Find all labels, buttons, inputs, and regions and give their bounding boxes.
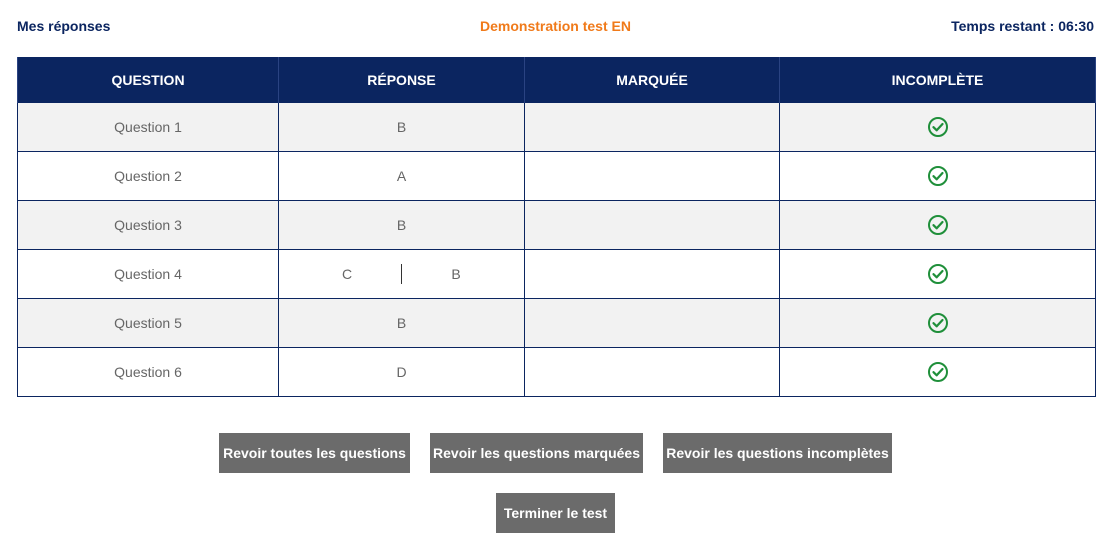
review-marked-button[interactable]: Revoir les questions marquées <box>430 433 643 473</box>
answer-value: B <box>396 315 407 331</box>
incomplete-cell <box>780 250 1096 299</box>
answer-cell[interactable] <box>279 299 525 348</box>
marked-cell <box>525 348 780 397</box>
table-row[interactable] <box>18 250 1096 299</box>
check-circle-icon <box>927 214 949 236</box>
answer-value: D <box>396 364 407 380</box>
marked-cell <box>525 299 780 348</box>
column-header-incomplete: INCOMPLÈTE <box>780 57 1096 103</box>
marked-cell <box>525 250 780 299</box>
answer-value: A <box>396 168 407 184</box>
question-cell[interactable]: Question 2 <box>18 152 279 201</box>
page-title: Mes réponses <box>17 18 111 34</box>
multi-answer <box>279 264 524 284</box>
incomplete-cell <box>780 201 1096 250</box>
review-all-button[interactable]: Revoir toutes les questions <box>219 433 410 473</box>
answer-cell[interactable] <box>279 103 525 152</box>
marked-cell <box>525 103 780 152</box>
answer-cell[interactable] <box>279 348 525 397</box>
review-incomplete-button[interactable]: Revoir les questions incomplètes <box>663 433 892 473</box>
table-row[interactable] <box>18 103 1096 152</box>
answer-value: C <box>341 266 353 282</box>
check-circle-icon <box>927 312 949 334</box>
answer-value: B <box>451 266 461 282</box>
table-row[interactable] <box>18 348 1096 397</box>
incomplete-cell <box>780 348 1096 397</box>
top-bar <box>17 18 1094 38</box>
marked-cell <box>525 201 780 250</box>
column-header-question: QUESTION <box>18 57 279 103</box>
question-cell[interactable]: Question 5 <box>18 299 279 348</box>
answers-table <box>17 57 1096 397</box>
answer-value: B <box>396 217 407 233</box>
incomplete-cell <box>780 299 1096 348</box>
incomplete-cell <box>780 152 1096 201</box>
answer-value: B <box>396 119 407 135</box>
check-circle-icon <box>927 361 949 383</box>
column-header-answer: RÉPONSE <box>279 57 525 103</box>
table-row[interactable] <box>18 201 1096 250</box>
table-header-row <box>18 57 1096 103</box>
finish-test-button[interactable]: Terminer le test <box>496 493 615 533</box>
time-remaining: Temps restant : 06:30 <box>951 18 1094 34</box>
answer-cell[interactable] <box>279 152 525 201</box>
column-header-marked: MARQUÉE <box>525 57 780 103</box>
answer-cell[interactable] <box>279 250 525 299</box>
incomplete-cell <box>780 103 1096 152</box>
test-title: Demonstration test EN <box>480 18 631 34</box>
question-cell[interactable]: Question 4 <box>18 250 279 299</box>
question-cell[interactable]: Question 3 <box>18 201 279 250</box>
check-circle-icon <box>927 165 949 187</box>
check-circle-icon <box>927 263 949 285</box>
question-cell[interactable]: Question 1 <box>18 103 279 152</box>
table-row[interactable] <box>18 299 1096 348</box>
table-row[interactable] <box>18 152 1096 201</box>
question-cell[interactable]: Question 6 <box>18 348 279 397</box>
answer-cell[interactable] <box>279 201 525 250</box>
check-circle-icon <box>927 116 949 138</box>
marked-cell <box>525 152 780 201</box>
